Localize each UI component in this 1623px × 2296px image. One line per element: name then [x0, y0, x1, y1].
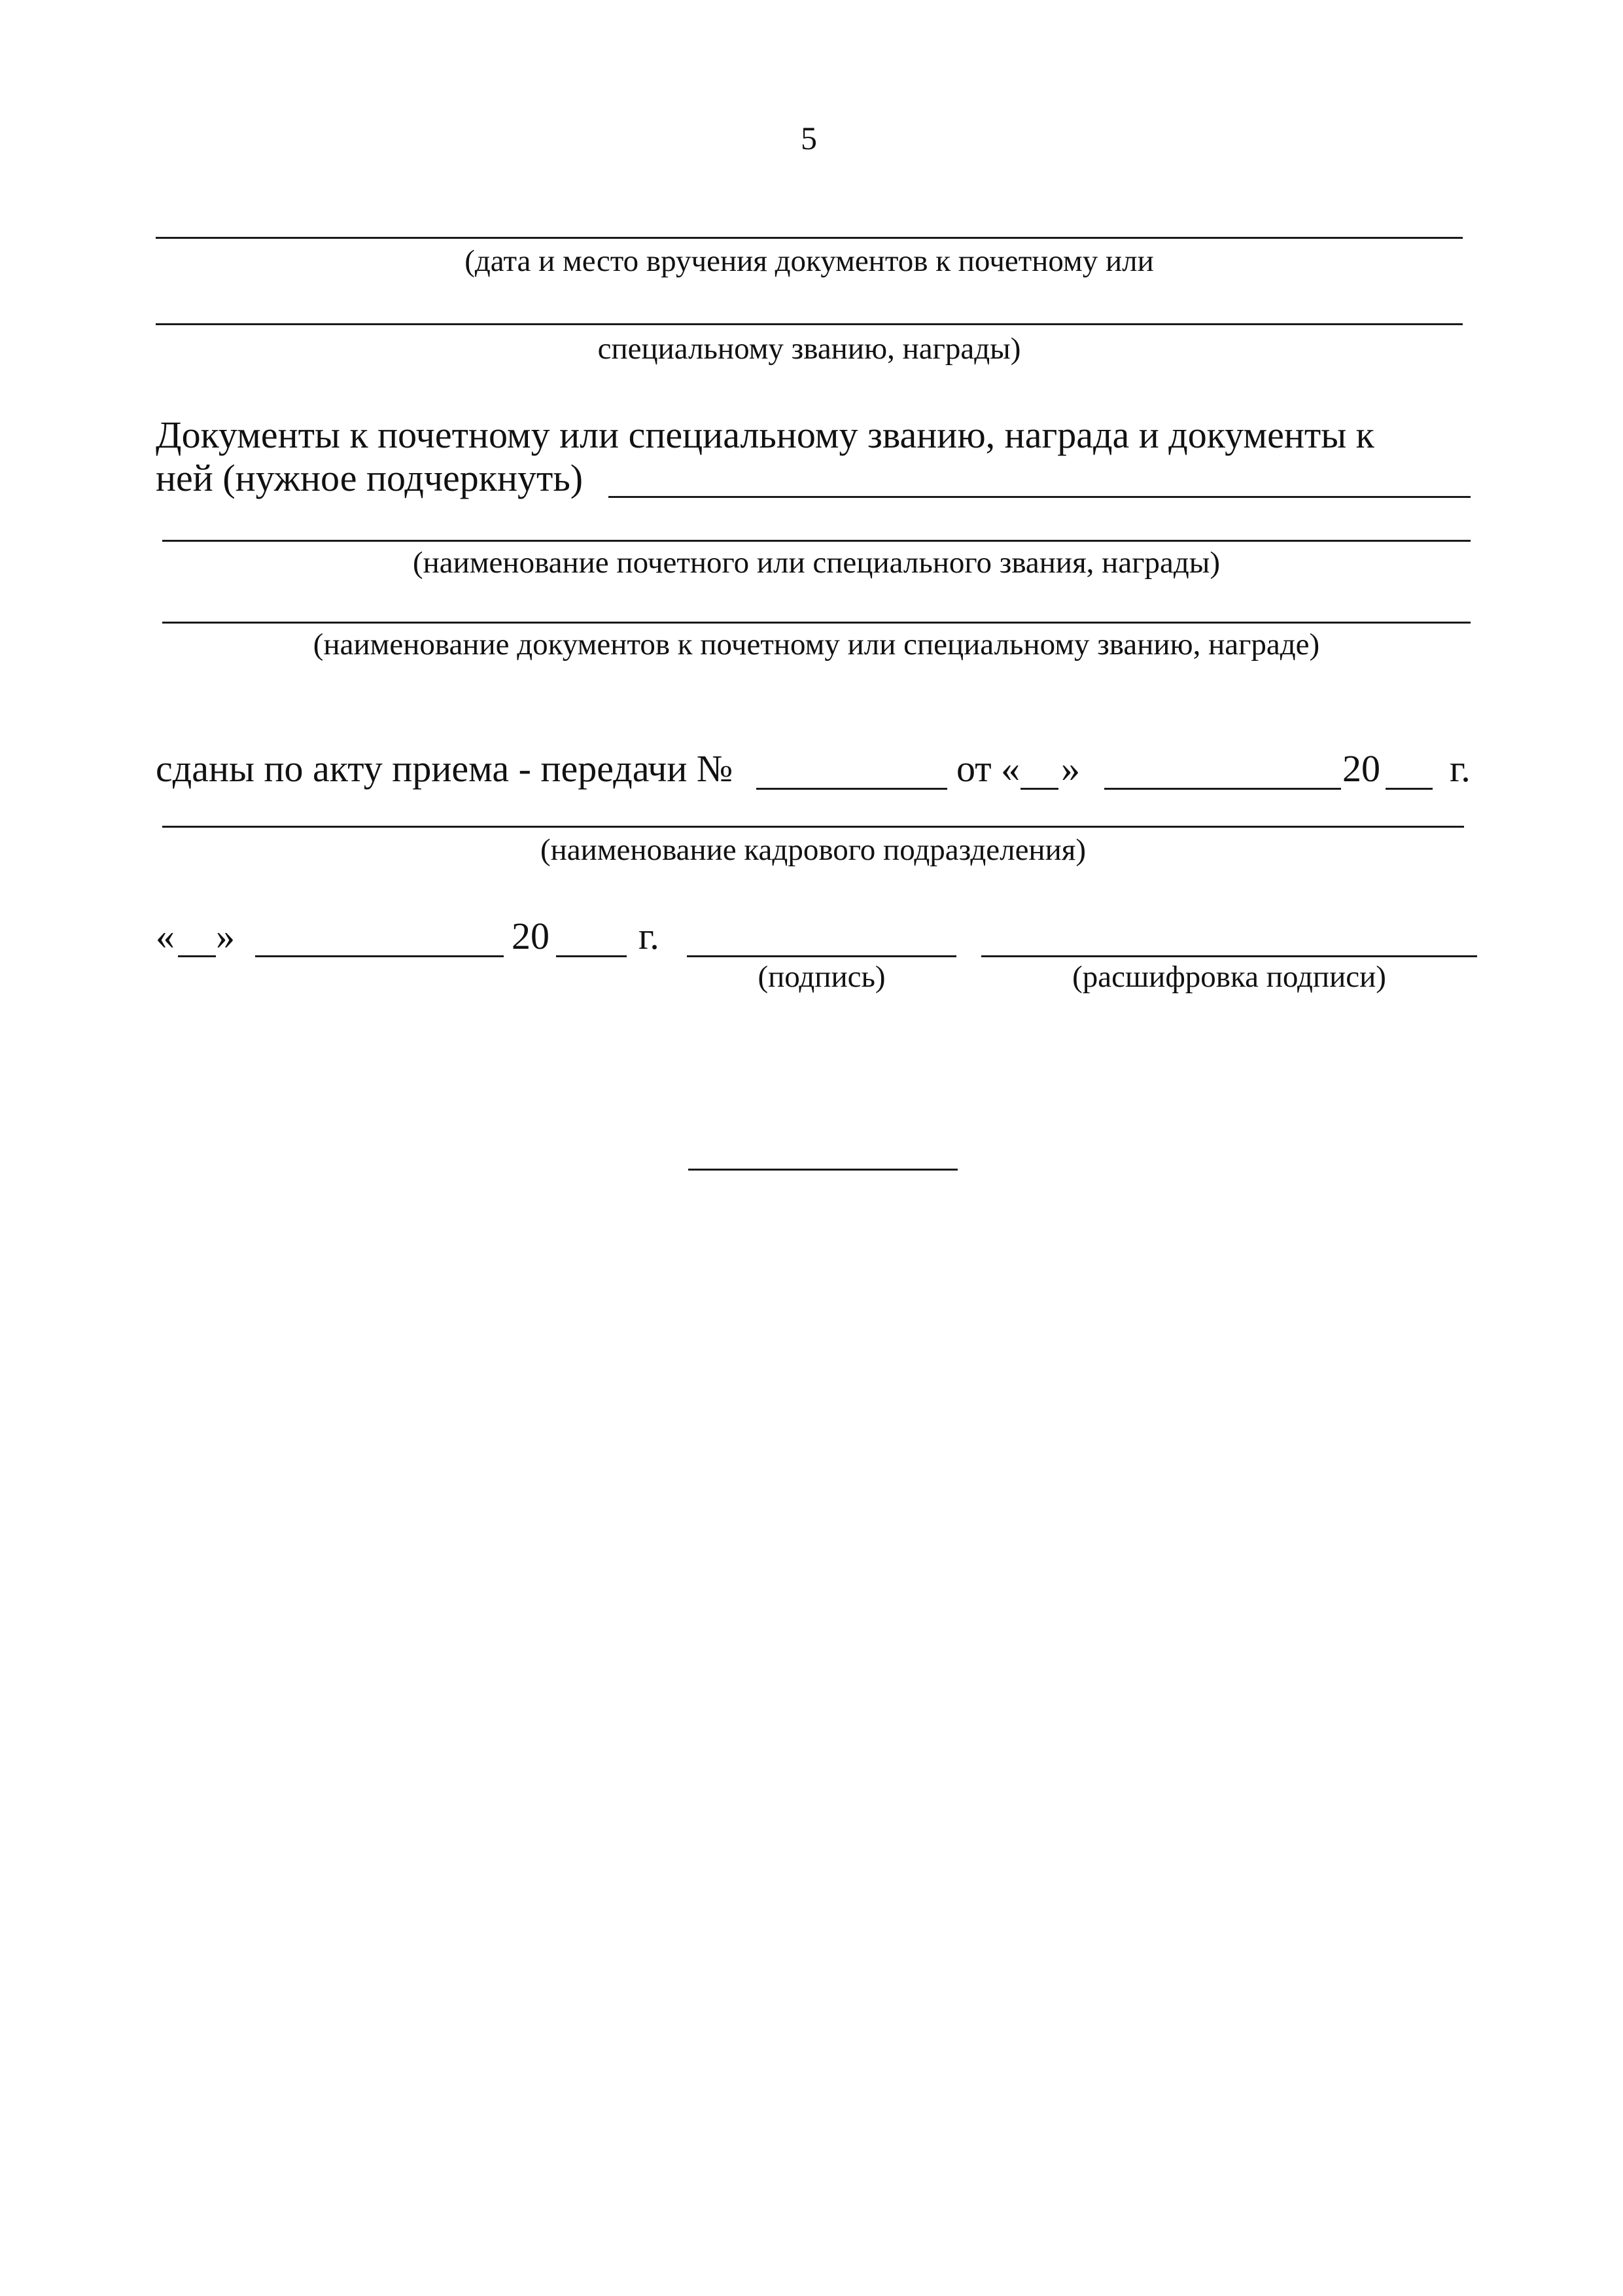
- delivery-caption-2: специальному званию, награды): [597, 332, 1021, 366]
- documents-intro-line-2: ней (нужное подчеркнуть): [156, 457, 584, 499]
- signature-open-quote: «: [156, 915, 175, 957]
- documents-intro-line-1: Документы к почетному или специальному званию, награда и документы к: [156, 414, 1374, 456]
- act-number-field[interactable]: [756, 788, 947, 790]
- department-name-line[interactable]: [162, 826, 1464, 828]
- act-year-field[interactable]: [1386, 788, 1433, 790]
- signature-month-field[interactable]: [255, 955, 504, 957]
- transfer-close-quote: »: [1061, 747, 1080, 790]
- signature-caption: (подпись): [758, 960, 886, 994]
- page-number: 5: [801, 120, 817, 156]
- award-caption: (наименование почетного или специального звания, награды): [413, 546, 1220, 580]
- transfer-year-suffix: г.: [1450, 747, 1471, 790]
- delivery-date-line-2[interactable]: [156, 323, 1463, 325]
- documents-name-line[interactable]: [162, 622, 1471, 624]
- delivery-caption-1: (дата и место вручения документов к почетному или: [464, 244, 1154, 278]
- act-month-field[interactable]: [1104, 788, 1341, 790]
- signature-decryption-field[interactable]: [981, 955, 1477, 957]
- transfer-year-prefix: 20: [1342, 747, 1380, 790]
- signature-decryption-caption: (расшифровка подписи): [1072, 960, 1386, 994]
- department-caption: (наименование кадрового подразделения): [540, 833, 1086, 867]
- signature-year-prefix: 20: [512, 915, 550, 957]
- transfer-from-label: от «: [956, 747, 1021, 790]
- signature-year-field[interactable]: [556, 955, 627, 957]
- transfer-act-prefix: сданы по акту приема - передачи №: [156, 747, 733, 790]
- documents-caption: (наименование документов к почетному или специальному званию, награде): [313, 627, 1320, 662]
- signature-day-field[interactable]: [178, 955, 216, 957]
- documents-underline-field[interactable]: [608, 496, 1471, 498]
- signature-field[interactable]: [687, 955, 956, 957]
- delivery-date-line-1[interactable]: [156, 237, 1463, 239]
- award-name-line[interactable]: [162, 540, 1471, 542]
- signature-close-quote: »: [216, 915, 235, 957]
- closing-separator: [688, 1169, 958, 1171]
- act-day-field[interactable]: [1021, 788, 1058, 790]
- signature-year-suffix: г.: [638, 915, 659, 957]
